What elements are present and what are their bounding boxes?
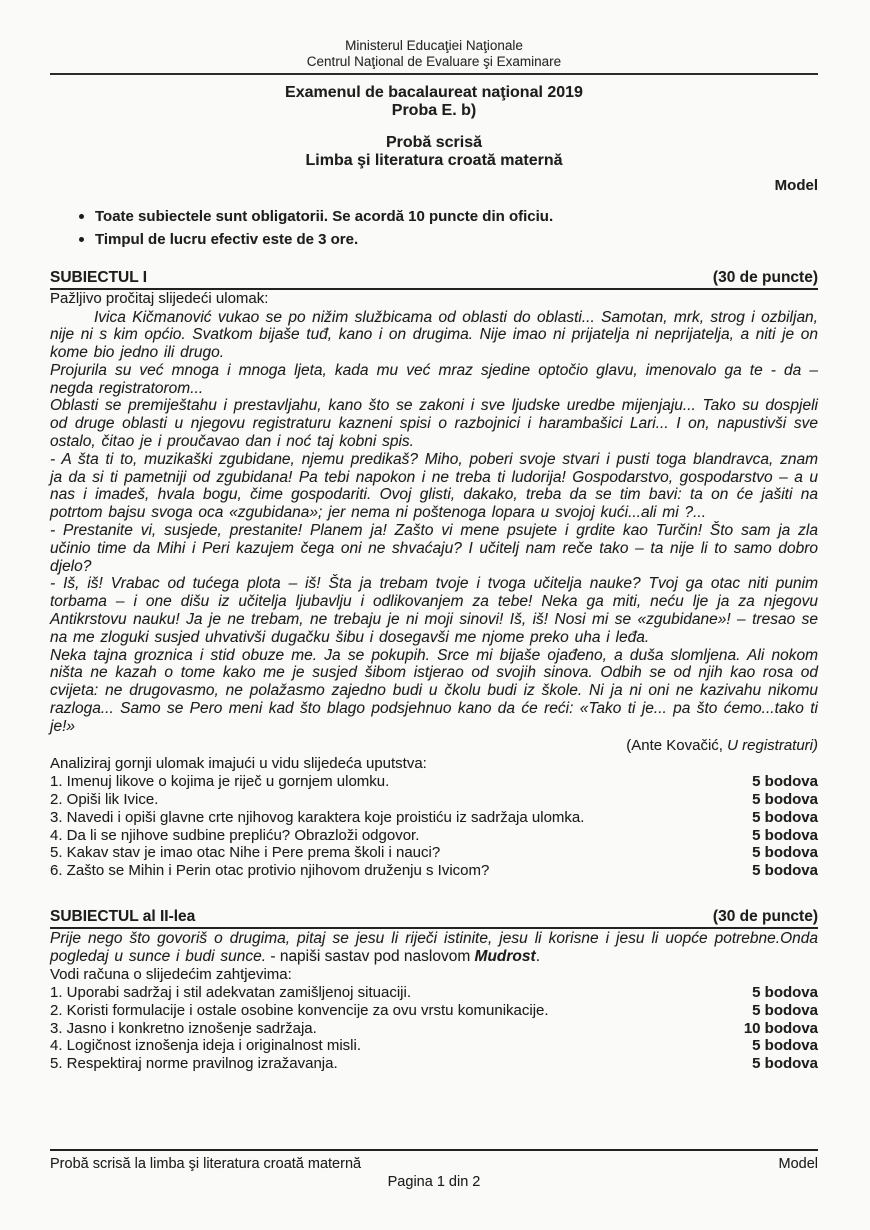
subject1-task-intro: Analiziraj gornji ulomak imajući u vidu slijedeća uputstva:	[50, 754, 427, 772]
passage-paragraph: Neka tajna groznica i stid obuze me. Ja se pokupih. Srce mi bijaše ojađeno, a duša slomljena. Ali nokom ništa ne kazah o tome kako me je susjed šibom istjerao od svojih sinova. Odbih se od njih kao rosa od cvijeta: ne drugovasmo, ne polažasmo zajedno budi u čkolu budi iz škole. Ni ja ni oni ne kazivahu nikomu razloga... Samo se Pero meni kad što blago podsjehnuo kano da će reći: «Tako ti je... pa što ćemo...tako ti je!»	[50, 646, 818, 735]
notice-list	[50, 205, 818, 251]
written-block	[50, 134, 818, 169]
exam-title-block	[50, 84, 818, 119]
question-points: 5 bodova	[752, 826, 818, 844]
question-text: 2. Opiši lik Ivice.	[50, 790, 159, 808]
question-text: 6. Zašto se Mihin i Perin otac protivio njihovom druženju s Ivicom?	[50, 862, 490, 880]
passage-paragraph: Projurila su već mnoga i mnoga ljeta, kada mu već mraz sjedine optočio glavu, imenovalo ga te - da – negda registratorom...	[50, 361, 818, 397]
model-label-top: Model	[774, 177, 818, 194]
question-points: 5 bodova	[752, 844, 818, 862]
question-points: 5 bodova	[752, 862, 818, 880]
question-row	[50, 773, 818, 791]
question-points: 5 bodova	[752, 790, 818, 808]
subject2-requirements-intro: Vodi računa o slijedećim zahtjevima:	[50, 965, 292, 983]
ministry-header	[50, 38, 818, 70]
requirement-points: 5 bodova	[752, 1037, 818, 1055]
question-text: 5. Kakav stav je imao otac Nihe i Pere prema školi i nauci?	[50, 844, 441, 862]
bullet-icon	[79, 214, 84, 219]
subject1-heading: SUBIECTUL I	[50, 269, 148, 286]
literary-passage	[50, 309, 818, 736]
composition-title: Mudrost	[474, 947, 536, 965]
requirement-text: 3. Jasno i konkretno iznošenje sadržaja.	[50, 1019, 317, 1037]
footer-row	[50, 1155, 818, 1173]
passage-paragraph: - Iš, iš! Vrabac od tućega plota – iš! Šta ja trebam tvoje i tvoga učitelja nauke? Tvoj ga otac niti punim torbama – i one dišu iz učitelja ljubavlju i odlikovanjem za tebe! Neka ga miti, neću lje ja za njegovu Antikrstovu nauku! Ja je ne trebam, ne trebaju je ni moji sinovi! Iš, iš! Nosi mi se «zgubidane»! – tresao se na me zloguki susjed uhvativši dugačku šibu i dosegavši me njome preko uha i leđa.	[50, 575, 818, 646]
passage-paragraph: - Prestanite vi, susjede, prestanite! Planem ja! Zašto vi mene psujete i grdite kao Turčin! Što sam ja zla učinio time da Mihi i Peri kazujem čega oni ne shvaćaju? I učitelj nam reče tako – ta nije li to samo dobro djelo?	[50, 522, 818, 575]
page-number: Pagina 1 din 2	[387, 1174, 481, 1190]
subject2-points: (30 de puncte)	[712, 907, 818, 925]
subject1-heading-row	[50, 269, 818, 290]
ministry-line-1: Ministerul Educaţiei Naţionale	[345, 38, 523, 53]
exam-proba: Proba E. b)	[391, 101, 477, 119]
footer-left-text: Probă scrisă la limba şi literatura croată maternă	[50, 1156, 362, 1172]
question-points: 5 bodova	[752, 773, 818, 791]
ministry-line-2: Centrul Naţional de Evaluare şi Examinare	[306, 54, 562, 69]
question-row	[50, 809, 818, 827]
requirement-row	[50, 984, 818, 1002]
footer-model-label: Model	[778, 1156, 818, 1172]
subject2-heading: SUBIECTUL al II-lea	[50, 907, 196, 925]
subject-name: Limba şi literatura croată maternă	[305, 151, 563, 169]
question-row	[50, 791, 818, 809]
notice-text: Toate subiectele sunt obligatorii. Se acordă 10 puncte din oficiu.	[95, 208, 554, 225]
question-row	[50, 827, 818, 845]
requirement-points: 10 bodova	[743, 1019, 818, 1037]
requirement-points: 5 bodova	[752, 984, 818, 1001]
requirement-points: 5 bodova	[752, 1001, 818, 1019]
notice-text: Timpul de lucru efectiv este de 3 ore.	[95, 231, 359, 248]
requirement-points: 5 bodova	[752, 1055, 818, 1073]
exam-title: Examenul de bacalaureat naţional 2019	[285, 84, 583, 101]
requirement-row	[50, 1055, 818, 1073]
question-points: 5 bodova	[752, 808, 818, 826]
question-row	[50, 844, 818, 862]
attribution-author: (Ante Kovačić,	[626, 736, 728, 754]
passage-paragraph: Oblasti se premiještahu i prestavljahu, kano što se zakoni i sve ljudske uredbe mijenjaju... Tako su dospjeli od druge oblasti u njegovu registraturu kazneni spisi o razbojnici i harambašici Lari... I on, napustivši sve ostalo, čitao je i proučavao dan i noć taj kobni spis.	[50, 397, 818, 451]
passage-paragraph: - A šta ti to, muzikaški zgubidane, njemu predikaš? Miho, poberi svoje stvari i pusti toga blandravca, znam ja da si ti pametniji od zgubidana! Pa tebi napokon i ne treba ti ludorija! Gospodarstvo, gospodarstvo – a u nas i imadeš, hvala bogu, čime gospodariti. Ovoj glisti, dakako, treba da se tim bavi: ta on će jašiti na potrtom bajsu svoga oca «zgubidana»; jer nema ni poštenoga lopara u svojoj kući...ali mi ?...	[50, 450, 818, 522]
attribution-work-title: U registraturi)	[727, 736, 818, 754]
question-row	[50, 862, 818, 880]
quote-text: Prije nego što govoriš o drugima, pitaj se jesu li riječi istinite, jesu li korisne i jesu li uopće potrebne.Onda pogledaj u sunce i budi sunce.	[50, 929, 818, 965]
requirement-text: 5. Respektiraj norme pravilnog izražavanja.	[50, 1055, 338, 1073]
requirement-row	[50, 1020, 818, 1038]
requirement-text: 2. Koristi formulacije i ostale osobine konvencije za ovu vrstu komunikacije.	[50, 1001, 549, 1019]
bullet-icon	[79, 237, 84, 242]
question-text: 3. Navedi i opiši glavne crte njihovog karaktera koje proistiću iz sadržaja ulomka.	[50, 808, 585, 826]
question-text: 1. Imenuj likove o kojima je riječ u gornjem ulomku.	[50, 773, 390, 791]
requirement-row	[50, 1002, 818, 1020]
notice-item	[50, 228, 818, 251]
written-label: Probă scrisă	[385, 134, 483, 151]
subject1-points: (30 de puncte)	[712, 269, 818, 286]
subject2-prompt	[50, 930, 818, 966]
header-divider	[50, 73, 818, 75]
subject2-requirement-list	[50, 984, 818, 1073]
footer-divider	[50, 1149, 818, 1151]
subject1-question-list	[50, 773, 818, 880]
question-text: 4. Da li se njihove sudbine prepliću? Obrazloži odgovor.	[50, 826, 420, 844]
passage-paragraph: Ivica Kičmanović vukao se po nižim službicama od oblasti do oblasti... Samotan, mrk, strog i ozbiljan, nije ni s kim općio. Svatkom bijaše tuđ, kano i on drugima. Nije imao ni prijatelja ni neprijatelja, a niti je on kome bio jedno ili drugo.	[50, 308, 818, 362]
requirement-row	[50, 1037, 818, 1055]
subject1-intro: Pažljivo pročitaj slijedeći ulomak:	[50, 290, 269, 307]
requirement-text: 1. Uporabi sadržaj i stil adekvatan zamišljenoj situaciji.	[50, 984, 411, 1001]
passage-attribution	[50, 737, 818, 755]
requirement-text: 4. Logičnost iznošenja ideja i originalnost misli.	[50, 1037, 362, 1055]
notice-item	[50, 205, 818, 228]
task-instruction: - napiši sastav pod naslovom	[266, 947, 475, 965]
task-period: .	[535, 947, 540, 965]
page-footer	[50, 1149, 818, 1191]
subject2-heading-row	[50, 908, 818, 929]
